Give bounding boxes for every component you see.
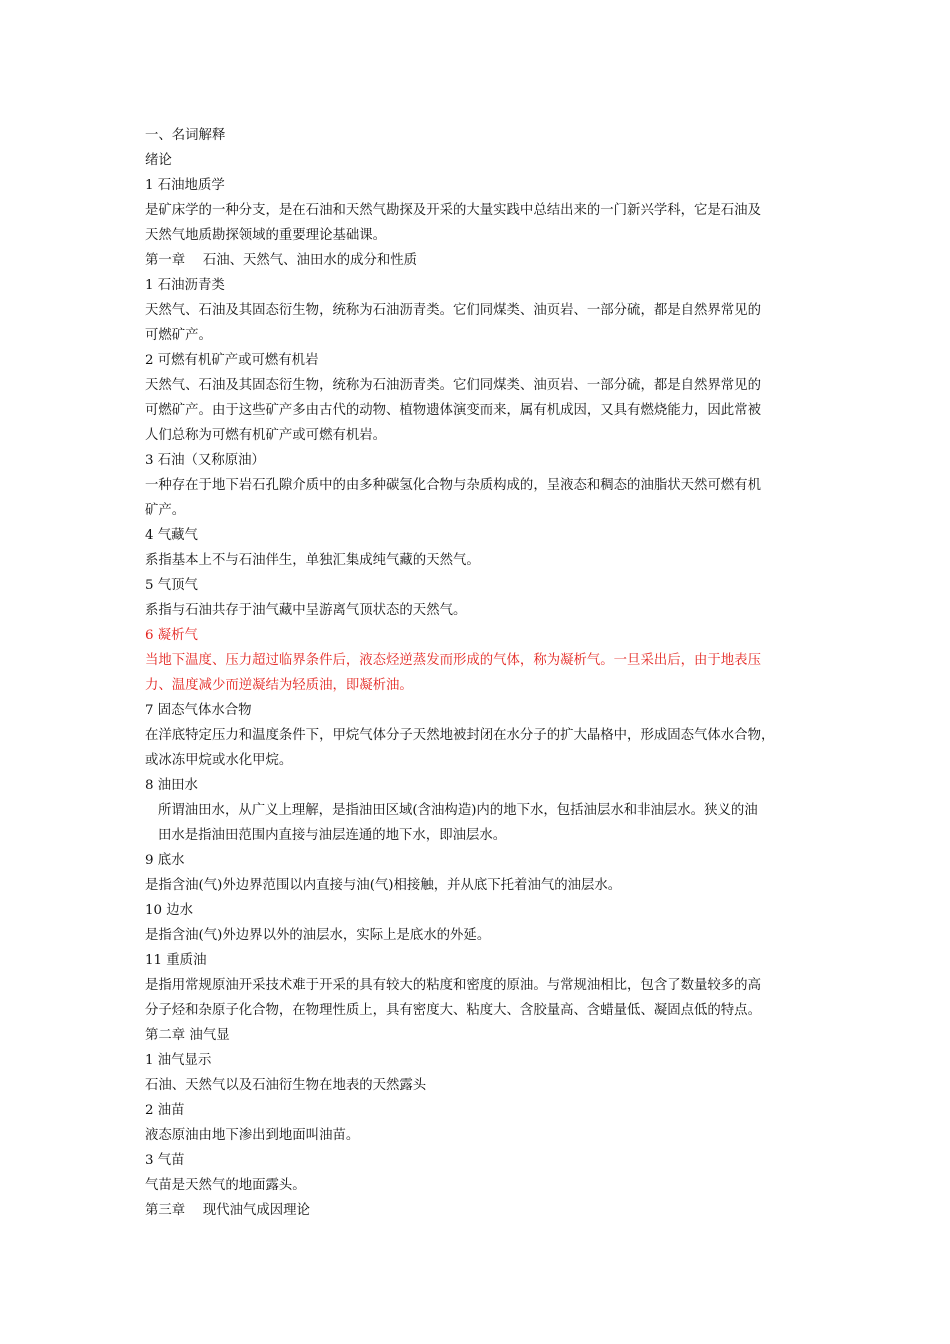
term-title: 9 底水 <box>145 853 185 868</box>
section-heading: 一、名词解释 <box>145 128 226 143</box>
definition-text: 天然气、石油及其固态衍生物，统称为石油沥青类。它们同煤类、油页岩、一部分硫，都是自然界常见的 <box>145 378 761 393</box>
definition-text: 是指含油(气)外边界以外的油层水，实际上是底水的外延。 <box>145 928 491 943</box>
document-page <box>145 123 812 1223</box>
term-title: 8 油田水 <box>145 778 198 793</box>
chapter-heading: 第二章 油气显 <box>145 1028 230 1043</box>
chapter-heading: 第三章 现代油气成因理论 <box>145 1203 310 1218</box>
definition-text: 所谓油田水，从广义上理解，是指油田区域(含油构造)内的地下水，包括油层水和非油层水。狭义的油 <box>158 803 758 818</box>
term-title: 1 石油沥青类 <box>145 278 225 293</box>
term-title: 2 油苗 <box>145 1103 185 1118</box>
term-title: 4 气藏气 <box>145 528 198 543</box>
chapter-heading: 绪论 <box>145 153 172 168</box>
definition-text: 可燃矿产。由于这些矿产多由古代的动物、植物遗体演变而来，属有机成因，又具有燃烧能力，因此常被 <box>145 403 761 418</box>
definition-text: 分子烃和杂原子化合物，在物理性质上，具有密度大、粘度大、含胶量高、含蜡量低、凝固点低的特点。 <box>145 1003 761 1018</box>
definition-text: 或冰冻甲烷或水化甲烷。 <box>145 753 293 768</box>
term-title: 1 油气显示 <box>145 1053 212 1068</box>
definition-text: 系指基本上不与石油伴生，单独汇集成纯气藏的天然气。 <box>145 553 480 568</box>
term-title: 3 气苗 <box>145 1153 185 1168</box>
highlighted-term-title: 6 凝析气 <box>145 628 198 643</box>
chapter-heading: 第一章 石油、天然气、油田水的成分和性质 <box>145 253 418 268</box>
definition-text: 天然气地质勘探领域的重要理论基础课。 <box>145 228 387 243</box>
term-title: 1 石油地质学 <box>145 178 225 193</box>
highlighted-definition-text: 当地下温度、压力超过临界条件后，液态烃逆蒸发而形成的气体，称为凝析气。一旦采出后，由于地表压 <box>145 653 761 668</box>
definition-text: 一种存在于地下岩石孔隙介质中的由多种碳氢化合物与杂质构成的，呈液态和稠态的油脂状天然可燃有机 <box>145 478 761 493</box>
definition-text: 气苗是天然气的地面露头。 <box>145 1178 306 1193</box>
definition-text: 人们总称为可燃有机矿产或可燃有机岩。 <box>145 428 387 443</box>
highlighted-definition-text: 力、温度减少而逆凝结为轻质油，即凝析油。 <box>145 678 413 693</box>
term-title: 11 重质油 <box>145 953 207 968</box>
definition-text: 田水是指油田范围内直接与油层连通的地下水，即油层水。 <box>158 828 507 843</box>
definition-text: 天然气、石油及其固态衍生物，统称为石油沥青类。它们同煤类、油页岩、一部分硫，都是自然界常见的 <box>145 303 761 318</box>
definition-text: 是指含油(气)外边界范围以内直接与油(气)相接触，并从底下托着油气的油层水。 <box>145 878 622 893</box>
definition-text: 液态原油由地下渗出到地面叫油苗。 <box>145 1128 360 1143</box>
term-title: 5 气顶气 <box>145 578 198 593</box>
term-title: 3 石油（又称原油） <box>145 453 265 468</box>
definition-text: 是矿床学的一种分支，是在石油和天然气勘探及开采的大量实践中总结出来的一门新兴学科，它是石油及 <box>145 203 761 218</box>
definition-text: 系指与石油共存于油气藏中呈游离气顶状态的天然气。 <box>145 603 467 618</box>
definition-text: 矿产。 <box>145 503 186 518</box>
term-title: 2 可燃有机矿产或可燃有机岩 <box>145 353 319 368</box>
definition-text: 在洋底特定压力和温度条件下，甲烷气体分子天然地被封闭在水分子的扩大晶格中，形成固态气体水合物， <box>145 728 775 743</box>
term-title: 10 边水 <box>145 903 194 918</box>
definition-text: 石油、天然气以及石油衍生物在地表的天然露头 <box>145 1078 427 1093</box>
term-title: 7 固态气体水合物 <box>145 703 252 718</box>
definition-text: 是指用常规原油开采技术难于开采的具有较大的粘度和密度的原油。与常规油相比，包含了数量较多的高 <box>145 978 761 993</box>
definition-text: 可燃矿产。 <box>145 328 212 343</box>
